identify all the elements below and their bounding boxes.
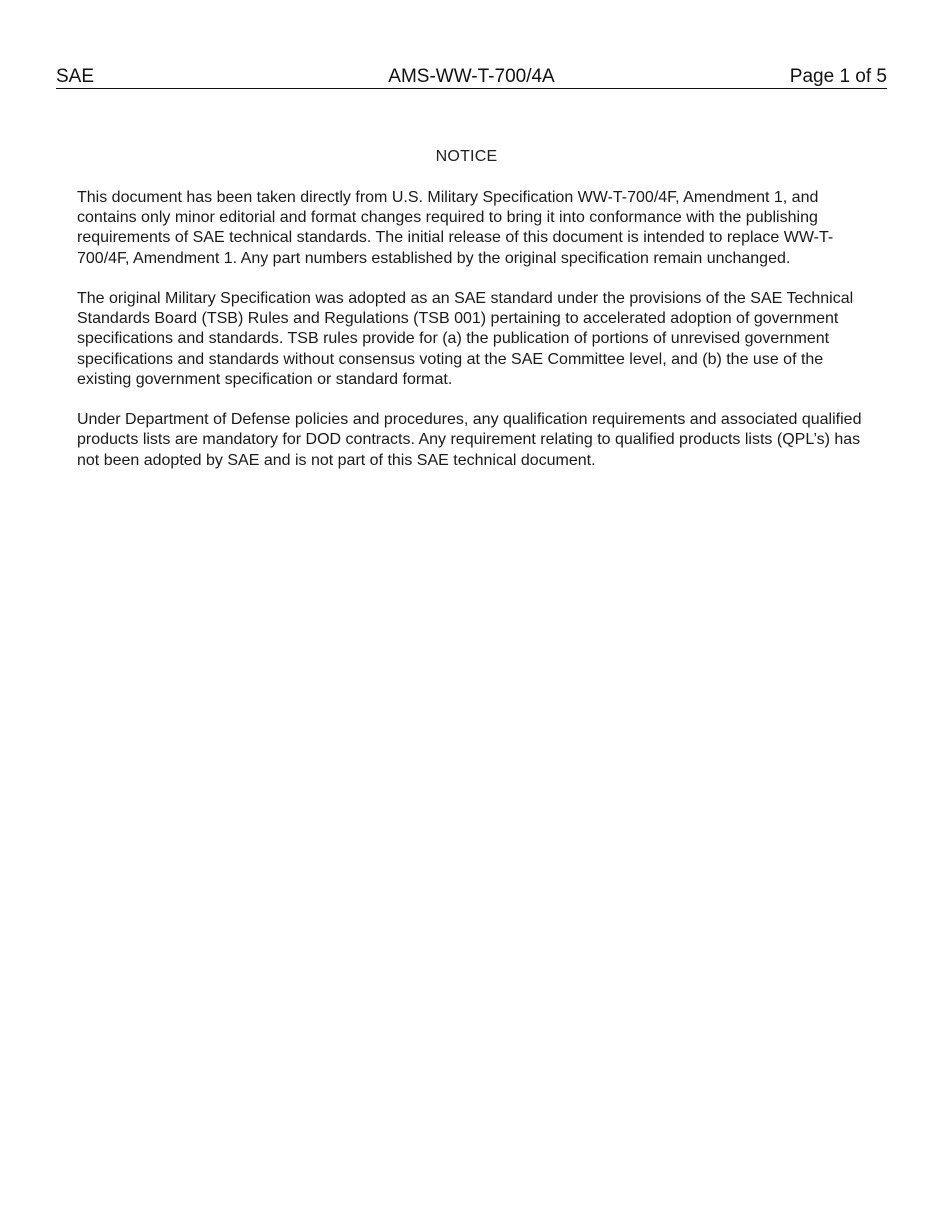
header-document-number: AMS-WW-T-700/4A (388, 66, 555, 87)
notice-paragraph-qualification: Under Department of Defense policies and procedures, any qualification requirements and associated qualified products lists are mandatory for DOD contracts. Any requirement relating to qualified products lists (QPL’s) has not been adopted by SAE and is not part of this SAE technical document. (77, 411, 862, 469)
notice-heading: NOTICE (435, 148, 498, 165)
notice-paragraph-adoption: The original Military Specification was adopted as an SAE standard under the provisions of the SAE Technical Standards Board (TSB) Rules and Regulations (TSB 001) pertaining to accelerated adoption of government specifications and standards. TSB rules provide for (a) the publication of portions of unrevised government specifications and standards without consensus voting at the SAE Committee level, and (b) the use of the existing government specification or standard format. (77, 290, 854, 388)
header-page-number: Page 1 of 5 (789, 66, 887, 87)
header-organization: SAE (56, 66, 95, 87)
notice-body (77, 188, 867, 491)
page-header (56, 67, 887, 89)
notice-paragraph-source: This document has been taken directly from U.S. Military Specification WW-T-700/4F, Amendment 1, and contains only minor editorial and format changes required to bring it into conformance with the publishing requirements of SAE technical standards. The initial release of this document is intended to replace WW-T-700/4F, Amendment 1. Any part numbers established by the original specification remain unchanged. (77, 189, 834, 267)
